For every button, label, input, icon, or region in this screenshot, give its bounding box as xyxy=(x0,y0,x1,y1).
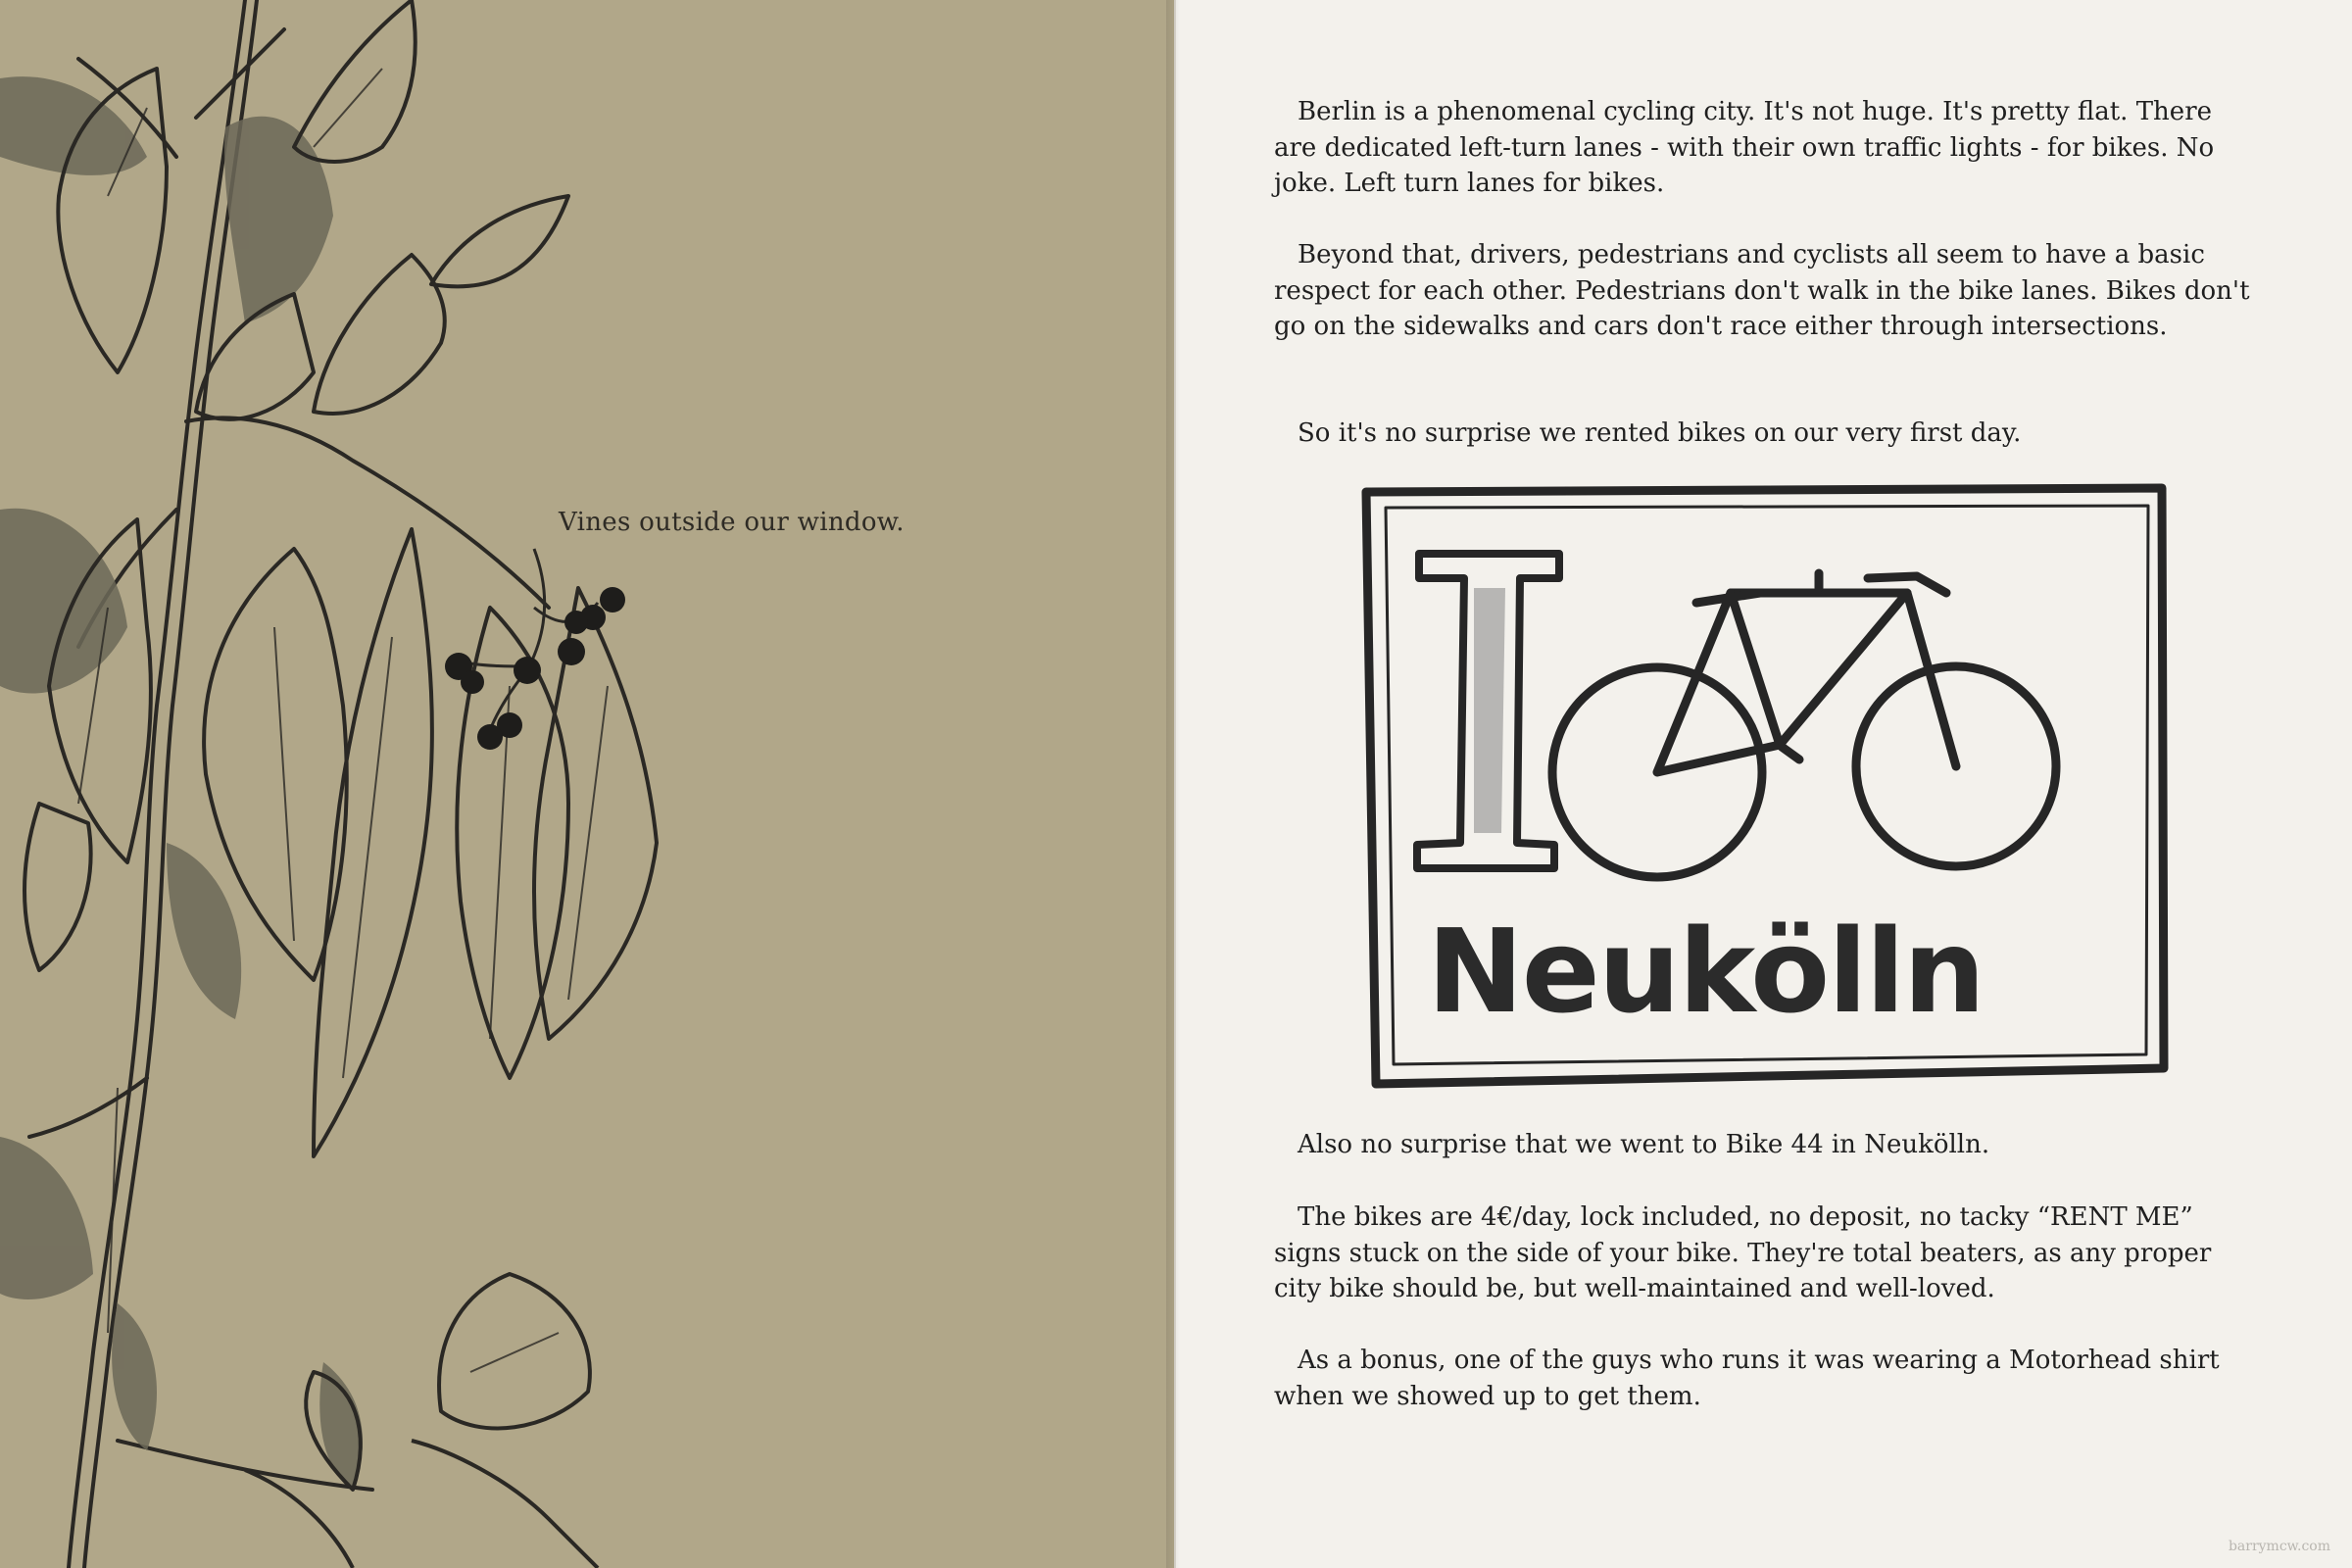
paragraph-6: As a bonus, one of the guys who runs it was wearing a Motorhead shirt when we showed up to get them. xyxy=(1274,1346,2220,1411)
neukolln-lettering: Neukölln xyxy=(1427,904,1984,1039)
bicycle-icon xyxy=(1552,573,2056,877)
paragraph-3: So it's no surprise we rented bikes on our very first day. xyxy=(1298,418,2022,448)
paragraph-4: Also no surprise that we went to Bike 44 in Neukölln. xyxy=(1298,1130,1990,1159)
vine-illustration xyxy=(0,0,1174,1568)
left-page xyxy=(0,0,1174,1568)
letter-i-glyph xyxy=(1417,554,1559,868)
site-watermark: barrymcw.com xyxy=(2228,1539,2330,1554)
i-love-neukolln-sketch xyxy=(1358,480,2172,1093)
paragraph-1: Berlin is a phenomenal cycling city. It's not huge. It's pretty flat. There are dedicated left-turn lanes - with their own traffic lights - for bikes. No joke. Left turn lanes for bikes. xyxy=(1274,97,2215,198)
illustration-caption: Vines outside our window. xyxy=(559,508,905,537)
paragraph-2: Beyond that, drivers, pedestrians and cyclists all seem to have a basic respect for each other. Pedestrians don't walk in the bike lanes. Bikes don't go on the sidewalks and cars don't race either through intersections. xyxy=(1274,240,2250,341)
paragraph-5: The bikes are 4€/day, lock included, no deposit, no tacky “RENT ME” signs stuck on the side of your bike. They're total beaters, as any proper city bike should be, but well-maintained and well-loved. xyxy=(1274,1202,2212,1303)
book-spine xyxy=(1166,0,1180,1568)
